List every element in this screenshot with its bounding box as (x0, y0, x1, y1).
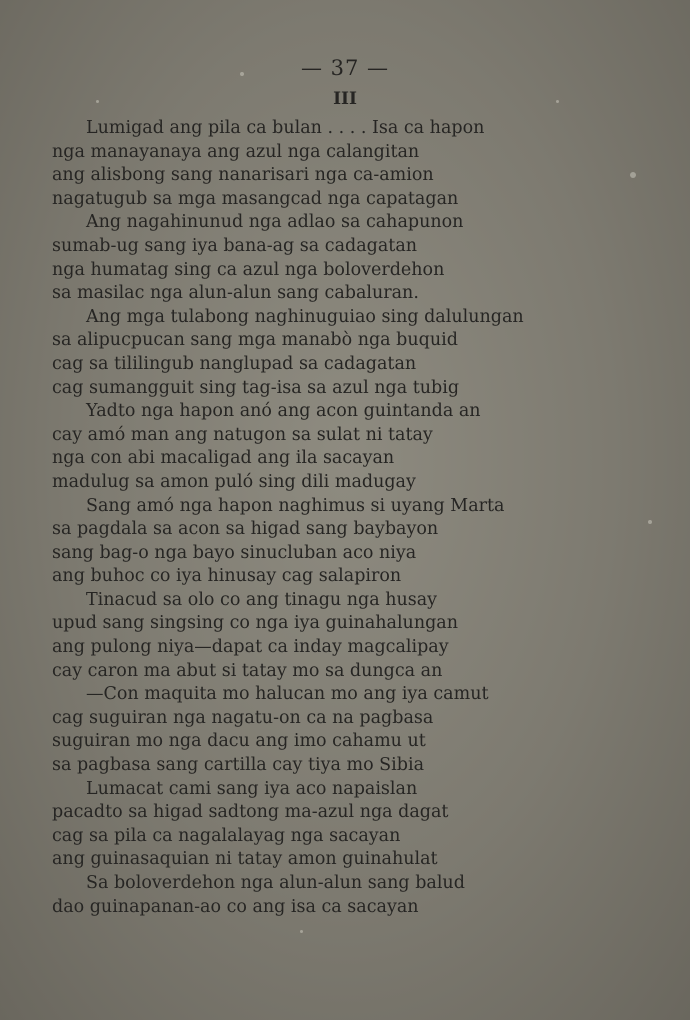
chapter-heading: III (333, 89, 357, 109)
paper-speck (648, 520, 652, 524)
text-line: ang pulong niya—dapat ca inday magcalipay (52, 637, 449, 658)
page-number: — 37 — (300, 56, 390, 80)
text-line: Yadto nga hapon anó ang acon guintanda an (86, 401, 481, 422)
text-line: —Con maquita mo halucan mo ang iya camut (86, 684, 489, 705)
body-text (52, 117, 632, 919)
paper-speck (96, 100, 99, 103)
paper-speck (630, 172, 636, 178)
text-line: cay caron ma abut si tatay mo sa dungca an (52, 660, 443, 681)
text-line: ang buhoc co iya hinusay cag salapiron (52, 566, 402, 587)
text-line: nagatugub sa mga masangcad nga capatagan (52, 188, 459, 209)
text-line: nga con abi macaligad ang ila sacayan (52, 448, 395, 469)
text-line: sa pagbasa sang cartilla cay tiya mo Sibia (52, 755, 425, 776)
paper-speck (556, 100, 559, 103)
text-line: sang bag-o nga bayo sinucluban aco niya (52, 542, 417, 563)
paper-speck (300, 930, 303, 933)
text-line: ang alisbong sang nanarisari nga ca-amion (52, 165, 434, 186)
text-line: madulug sa amon puló sing dili madugay (52, 471, 416, 492)
text-line: Sang amó nga hapon naghimus si uyang Marta (86, 495, 505, 516)
text-line: cag suguiran nga nagatu-on ca na pagbasa (52, 707, 434, 728)
paper-speck (240, 72, 244, 76)
text-line: cag sumangguit sing tag-isa sa azul nga tubig (52, 377, 460, 398)
text-line: sa pagdala sa acon sa higad sang baybayon (52, 519, 439, 540)
text-line: dao guinapanan-ao co ang isa ca sacayan (52, 896, 419, 917)
text-line: Tinacud sa olo co ang tinagu nga husay (86, 589, 438, 610)
text-line: ang guinasaquian ni tatay amon guinahulat (52, 849, 438, 870)
text-line: suguiran mo nga dacu ang imo cahamu ut (52, 731, 426, 752)
text-line: sumab-ug sang iya bana-ag sa cadagatan (52, 235, 418, 256)
text-line: upud sang singsing co nga iya guinahalungan (52, 613, 458, 634)
text-line: Ang nagahinunud nga adlao sa cahapunon (86, 212, 464, 233)
text-line: cag sa pila ca nagalalayag nga sacayan (52, 825, 401, 846)
text-line: Lumigad ang pila ca bulan . . . . Isa ca hapon (86, 118, 485, 138)
text-line: sa masilac nga alun-alun sang cabaluran. (52, 283, 419, 304)
text-line: sa alipucpucan sang mga manabò nga buquid (52, 330, 458, 351)
text-line: pacadto sa higad sadtong ma-azul nga dagat (52, 802, 449, 823)
text-line: nga humatag sing ca azul nga boloverdehon (52, 259, 445, 280)
text-line: Sa boloverdehon nga alun-alun sang balud (86, 873, 465, 893)
text-line: cag sa tililingub nanglupad sa cadagatan (52, 353, 417, 374)
text-line: Lumacat cami sang iya aco napaislan (86, 778, 418, 799)
text-line: nga manayanaya ang azul nga calangitan (52, 141, 420, 162)
text-line: Ang mga tulabong naghinuguiao sing dalulungan (86, 306, 524, 327)
text-line: cay amó man ang natugon sa sulat ni tatay (52, 424, 433, 445)
